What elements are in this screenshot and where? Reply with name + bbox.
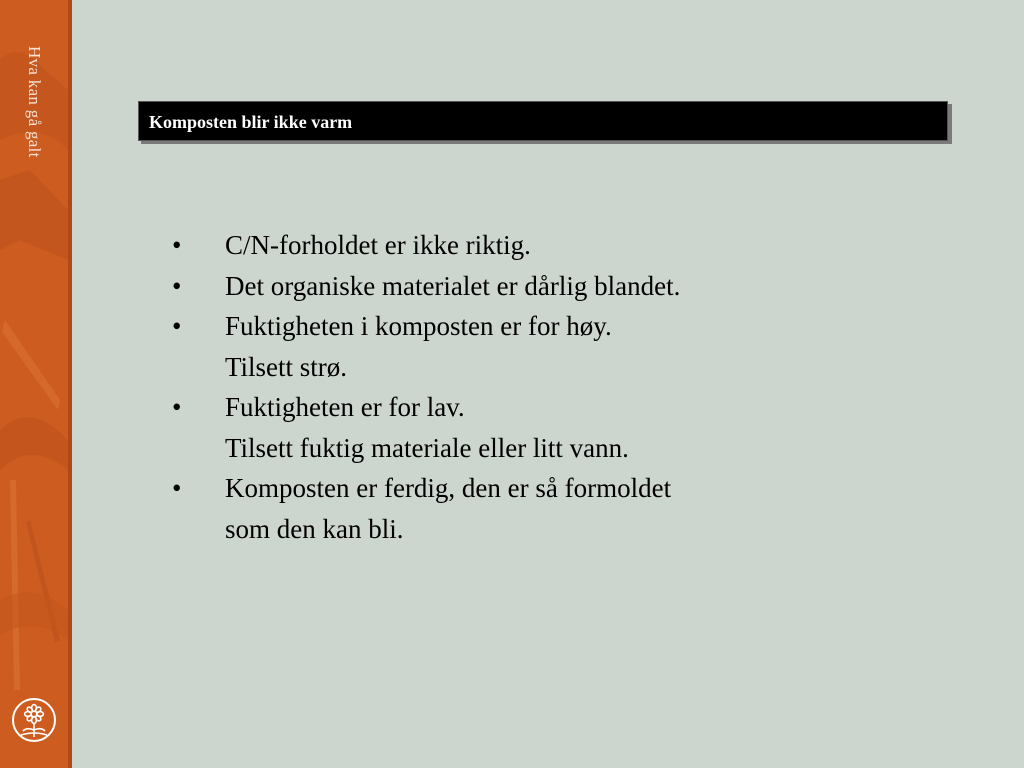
list-item [172,225,892,266]
bullet-text-continuation: som den kan bli. [225,513,404,544]
bullet-text-continuation: Tilsett fuktig materiale eller litt vann. [225,432,629,463]
bullet-text: Fuktigheten er for lav. [225,392,465,422]
title-bar [138,101,948,141]
bullet-text-continuation: Tilsett strø. [225,351,348,382]
bullet-text: Fuktigheten i komposten er for høy. [225,311,612,341]
bullet-list [172,225,892,549]
bullet-marker: • [172,392,182,422]
bullet-text: Det organiske materialet er dårlig blandet. [225,270,681,301]
bullet-text: Komposten er ferdig, den er så formoldet [225,473,672,503]
sidebar-vertical-title: Hva kan gå galt [25,46,44,158]
bullet-marker: • [172,311,182,341]
list-item [172,468,892,549]
list-item [172,387,892,468]
sidebar-border [68,0,72,768]
bullet-text: C/N-forholdet er ikke riktig. [225,230,531,260]
list-item [172,266,892,307]
flower-emblem-icon [11,697,57,743]
sidebar-panel [0,0,72,768]
slide-title: Komposten blir ikke varm [149,112,353,132]
bullet-marker: • [172,473,182,503]
bullet-marker: • [172,230,182,260]
bullet-marker: • [172,270,182,301]
list-item [172,306,892,387]
